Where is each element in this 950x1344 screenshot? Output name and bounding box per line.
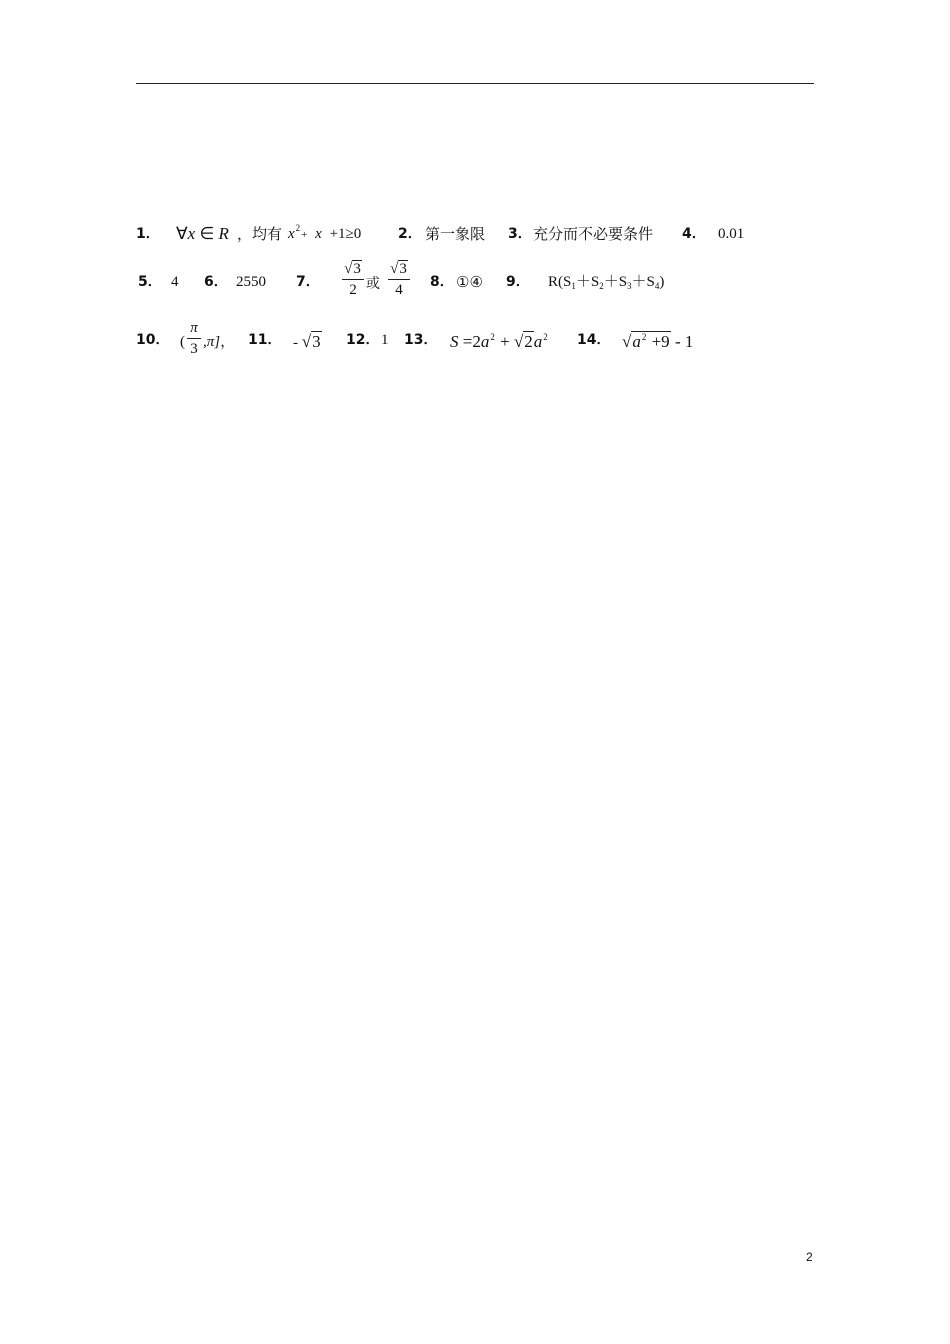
q3-answer: 充分而不必要条件 — [533, 225, 654, 243]
q12-label: 12． — [346, 332, 380, 348]
q1-var-x: x — [187, 224, 196, 243]
q1-set-r: R — [218, 224, 229, 243]
q11-answer — [293, 332, 322, 353]
q13-exp: 2 — [490, 332, 495, 342]
fraction-bar — [342, 279, 364, 280]
sqrt-symbol: √3 — [390, 261, 407, 277]
element-of-symbol: ∈ — [199, 224, 215, 243]
q13-eq: =2 — [462, 332, 481, 351]
q9-label: 9． — [506, 274, 530, 290]
q10-comma: ， — [220, 334, 236, 350]
q14-radicand — [631, 331, 670, 351]
q13-a: a — [480, 332, 490, 351]
fraction-bar — [187, 338, 201, 339]
q5-answer: 4 — [171, 274, 179, 290]
q10-fraction — [187, 319, 201, 358]
sqrt-symbol: $√a^2 +9$ — [622, 332, 670, 351]
q10-rest — [203, 332, 235, 352]
q1-inequality — [288, 224, 361, 245]
q13-a2: a — [533, 332, 543, 351]
page-number: 2 — [806, 1250, 813, 1264]
q13-exp2: 2 — [543, 332, 548, 342]
q4-answer: 0.01 — [718, 226, 745, 242]
sqrt-symbol: √3 — [344, 261, 361, 277]
q7-numerator-1 — [342, 260, 364, 278]
q11-radicand: 3 — [312, 332, 321, 351]
q10-numerator: π — [190, 320, 198, 336]
q3-label: 3． — [508, 226, 532, 242]
q5-label: 5． — [138, 274, 162, 290]
header-rule — [136, 83, 814, 84]
q9-sub-2: 2 — [599, 281, 604, 291]
q1-exponent: 2 — [295, 223, 301, 233]
q13-radicand: 2 — [524, 332, 533, 351]
q7-fraction-1 — [342, 260, 364, 299]
q8-label: 8． — [430, 274, 454, 290]
fraction-bar — [388, 279, 410, 280]
q10-interval-end: ,π] — [203, 334, 221, 350]
q11-minus: - — [293, 335, 298, 351]
q13-label: 13． — [404, 332, 438, 348]
sqrt-symbol: √2 — [513, 332, 533, 351]
q9-plus-1: ＋S — [575, 274, 600, 290]
q11-label: 11． — [248, 332, 282, 348]
q9-plus-3: ＋S — [631, 274, 655, 290]
q13-s: S — [450, 332, 459, 351]
q1-label: 1． — [136, 226, 160, 242]
q14-rest: +9 — [651, 332, 670, 351]
forall-symbol: ∀ — [176, 224, 188, 243]
q7-or: 或 — [366, 276, 380, 292]
q6-answer: 2550 — [236, 274, 266, 290]
q1-var-x2: x — [315, 226, 322, 242]
q14-tail: - 1 — [674, 332, 694, 351]
q7-denominator-1: 2 — [349, 282, 357, 298]
q7-fraction-2 — [388, 260, 410, 299]
q7-radicand-2: 3 — [399, 261, 407, 277]
q2-label: 2． — [398, 226, 422, 242]
q2-answer: 第一象限 — [425, 225, 486, 243]
q1-plus: + — [301, 229, 308, 241]
sqrt-symbol: √3 — [301, 332, 321, 351]
q7-radicand-1: 3 — [353, 261, 361, 277]
q1-x-squared-base: x — [288, 226, 295, 242]
q13-answer — [450, 332, 549, 354]
q8-answer: ①④ — [456, 273, 483, 291]
q13-plus: + — [500, 332, 510, 351]
q9-answer — [548, 272, 664, 293]
q7-label: 7． — [296, 274, 320, 290]
q9-close: ) — [659, 274, 665, 290]
q9-sub-3: 3 — [627, 281, 632, 291]
q10-open: ( — [180, 334, 185, 350]
q9-sub-1: 1 — [571, 281, 576, 291]
q10-label: 10． — [136, 332, 170, 348]
q7-numerator-2 — [388, 260, 410, 278]
q1-text: ，均有 — [237, 225, 283, 243]
q7-denominator-2: 4 — [395, 282, 403, 298]
q10-denominator: 3 — [190, 341, 198, 357]
q1-tail: +1≥0 — [329, 226, 362, 242]
q14-a: a — [632, 332, 641, 351]
q1-expression — [176, 224, 229, 244]
q9-sub-4: 4 — [654, 281, 660, 291]
q4-label: 4． — [682, 226, 706, 242]
q9-plus-2: ＋S — [603, 274, 628, 290]
q9-r: R(S — [548, 274, 572, 290]
q14-exp: 2 — [641, 332, 647, 342]
q12-answer: 1 — [381, 332, 389, 348]
q14-answer — [622, 332, 693, 354]
q14-label: 14． — [577, 332, 611, 348]
q6-label: 6． — [204, 274, 228, 290]
